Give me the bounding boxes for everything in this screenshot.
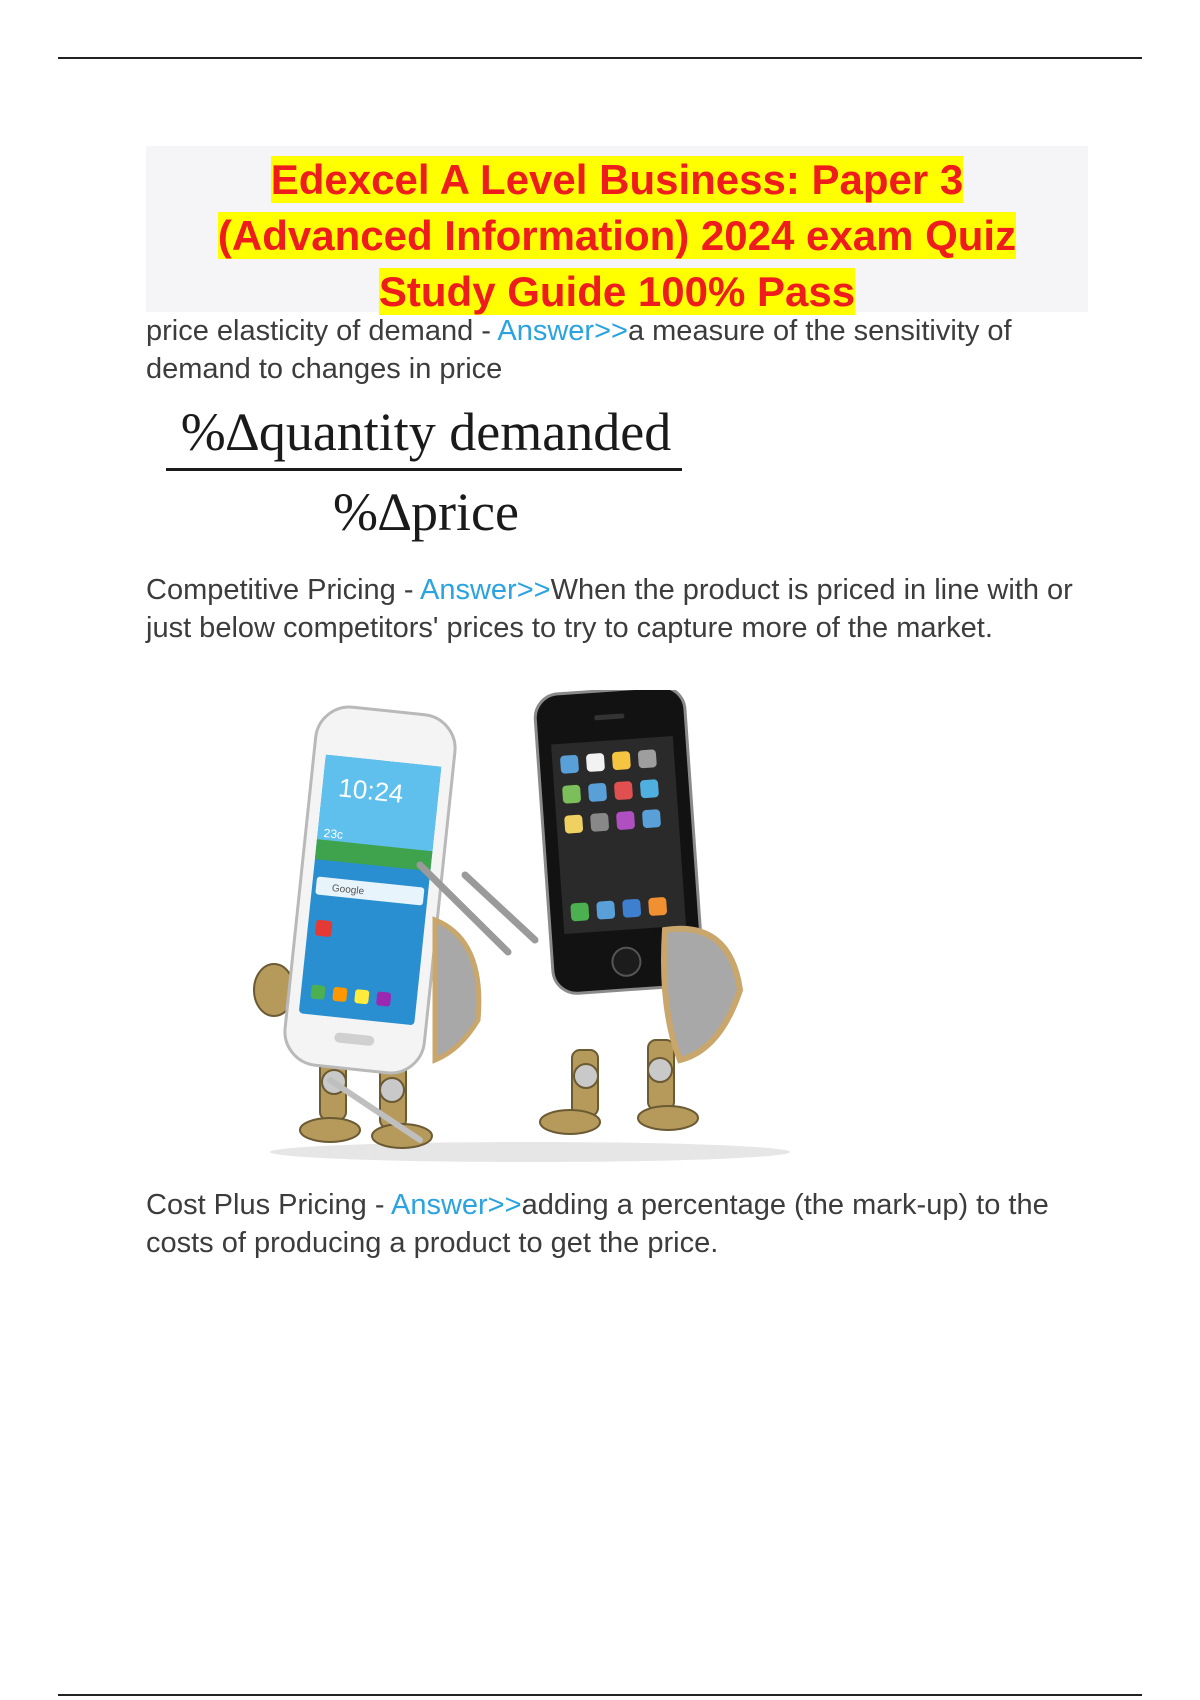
formula-numerator: %∆quantity demanded xyxy=(180,402,672,462)
header-rule xyxy=(58,57,1142,59)
left-shield xyxy=(435,920,479,1060)
entry-price-elasticity xyxy=(146,312,1086,388)
answer-tag: Answer>> xyxy=(497,315,628,347)
fraction-bar xyxy=(166,468,682,471)
right-sword xyxy=(465,875,535,940)
entry-term: price elasticity of demand - xyxy=(146,315,498,347)
right-phone-armor-legs xyxy=(540,1040,698,1134)
left-phone-temp: 23c xyxy=(322,825,344,842)
document-title xyxy=(146,146,1088,315)
answer-tag: Answer>> xyxy=(420,574,551,606)
entry-definition: When the product is priced in line with or just below competitors' prices to try to capture more of the market. xyxy=(146,574,1073,644)
phones-battle-illustration xyxy=(250,690,810,1170)
entry-definition: adding a percentage (the mark-up) to the costs of producing a product to get the price. xyxy=(146,1189,1049,1259)
answer-tag: Answer>> xyxy=(390,1189,522,1221)
elasticity-formula xyxy=(166,402,686,552)
title-line-2: (Advanced Information) 2024 exam Quiz xyxy=(217,212,1017,259)
right-shield xyxy=(664,929,740,1060)
title-line-3: Study Guide 100% Pass xyxy=(378,268,856,315)
left-phone-search: Google xyxy=(331,883,365,898)
title-line-1: Edexcel A Level Business: Paper 3 xyxy=(270,156,964,203)
left-phone xyxy=(282,704,459,1077)
entry-definition: a measure of the sensitivity of demand to changes in price xyxy=(146,315,1012,385)
footer-rule xyxy=(58,1694,1142,1696)
entry-term: Cost Plus Pricing - xyxy=(146,1189,391,1221)
formula-denominator: %∆price xyxy=(333,482,519,542)
left-phone-clock: 10:24 xyxy=(337,772,405,809)
entry-term: Competitive Pricing - xyxy=(146,574,420,606)
entry-cost-plus-pricing xyxy=(146,1186,1086,1262)
entry-competitive-pricing xyxy=(146,571,1086,647)
